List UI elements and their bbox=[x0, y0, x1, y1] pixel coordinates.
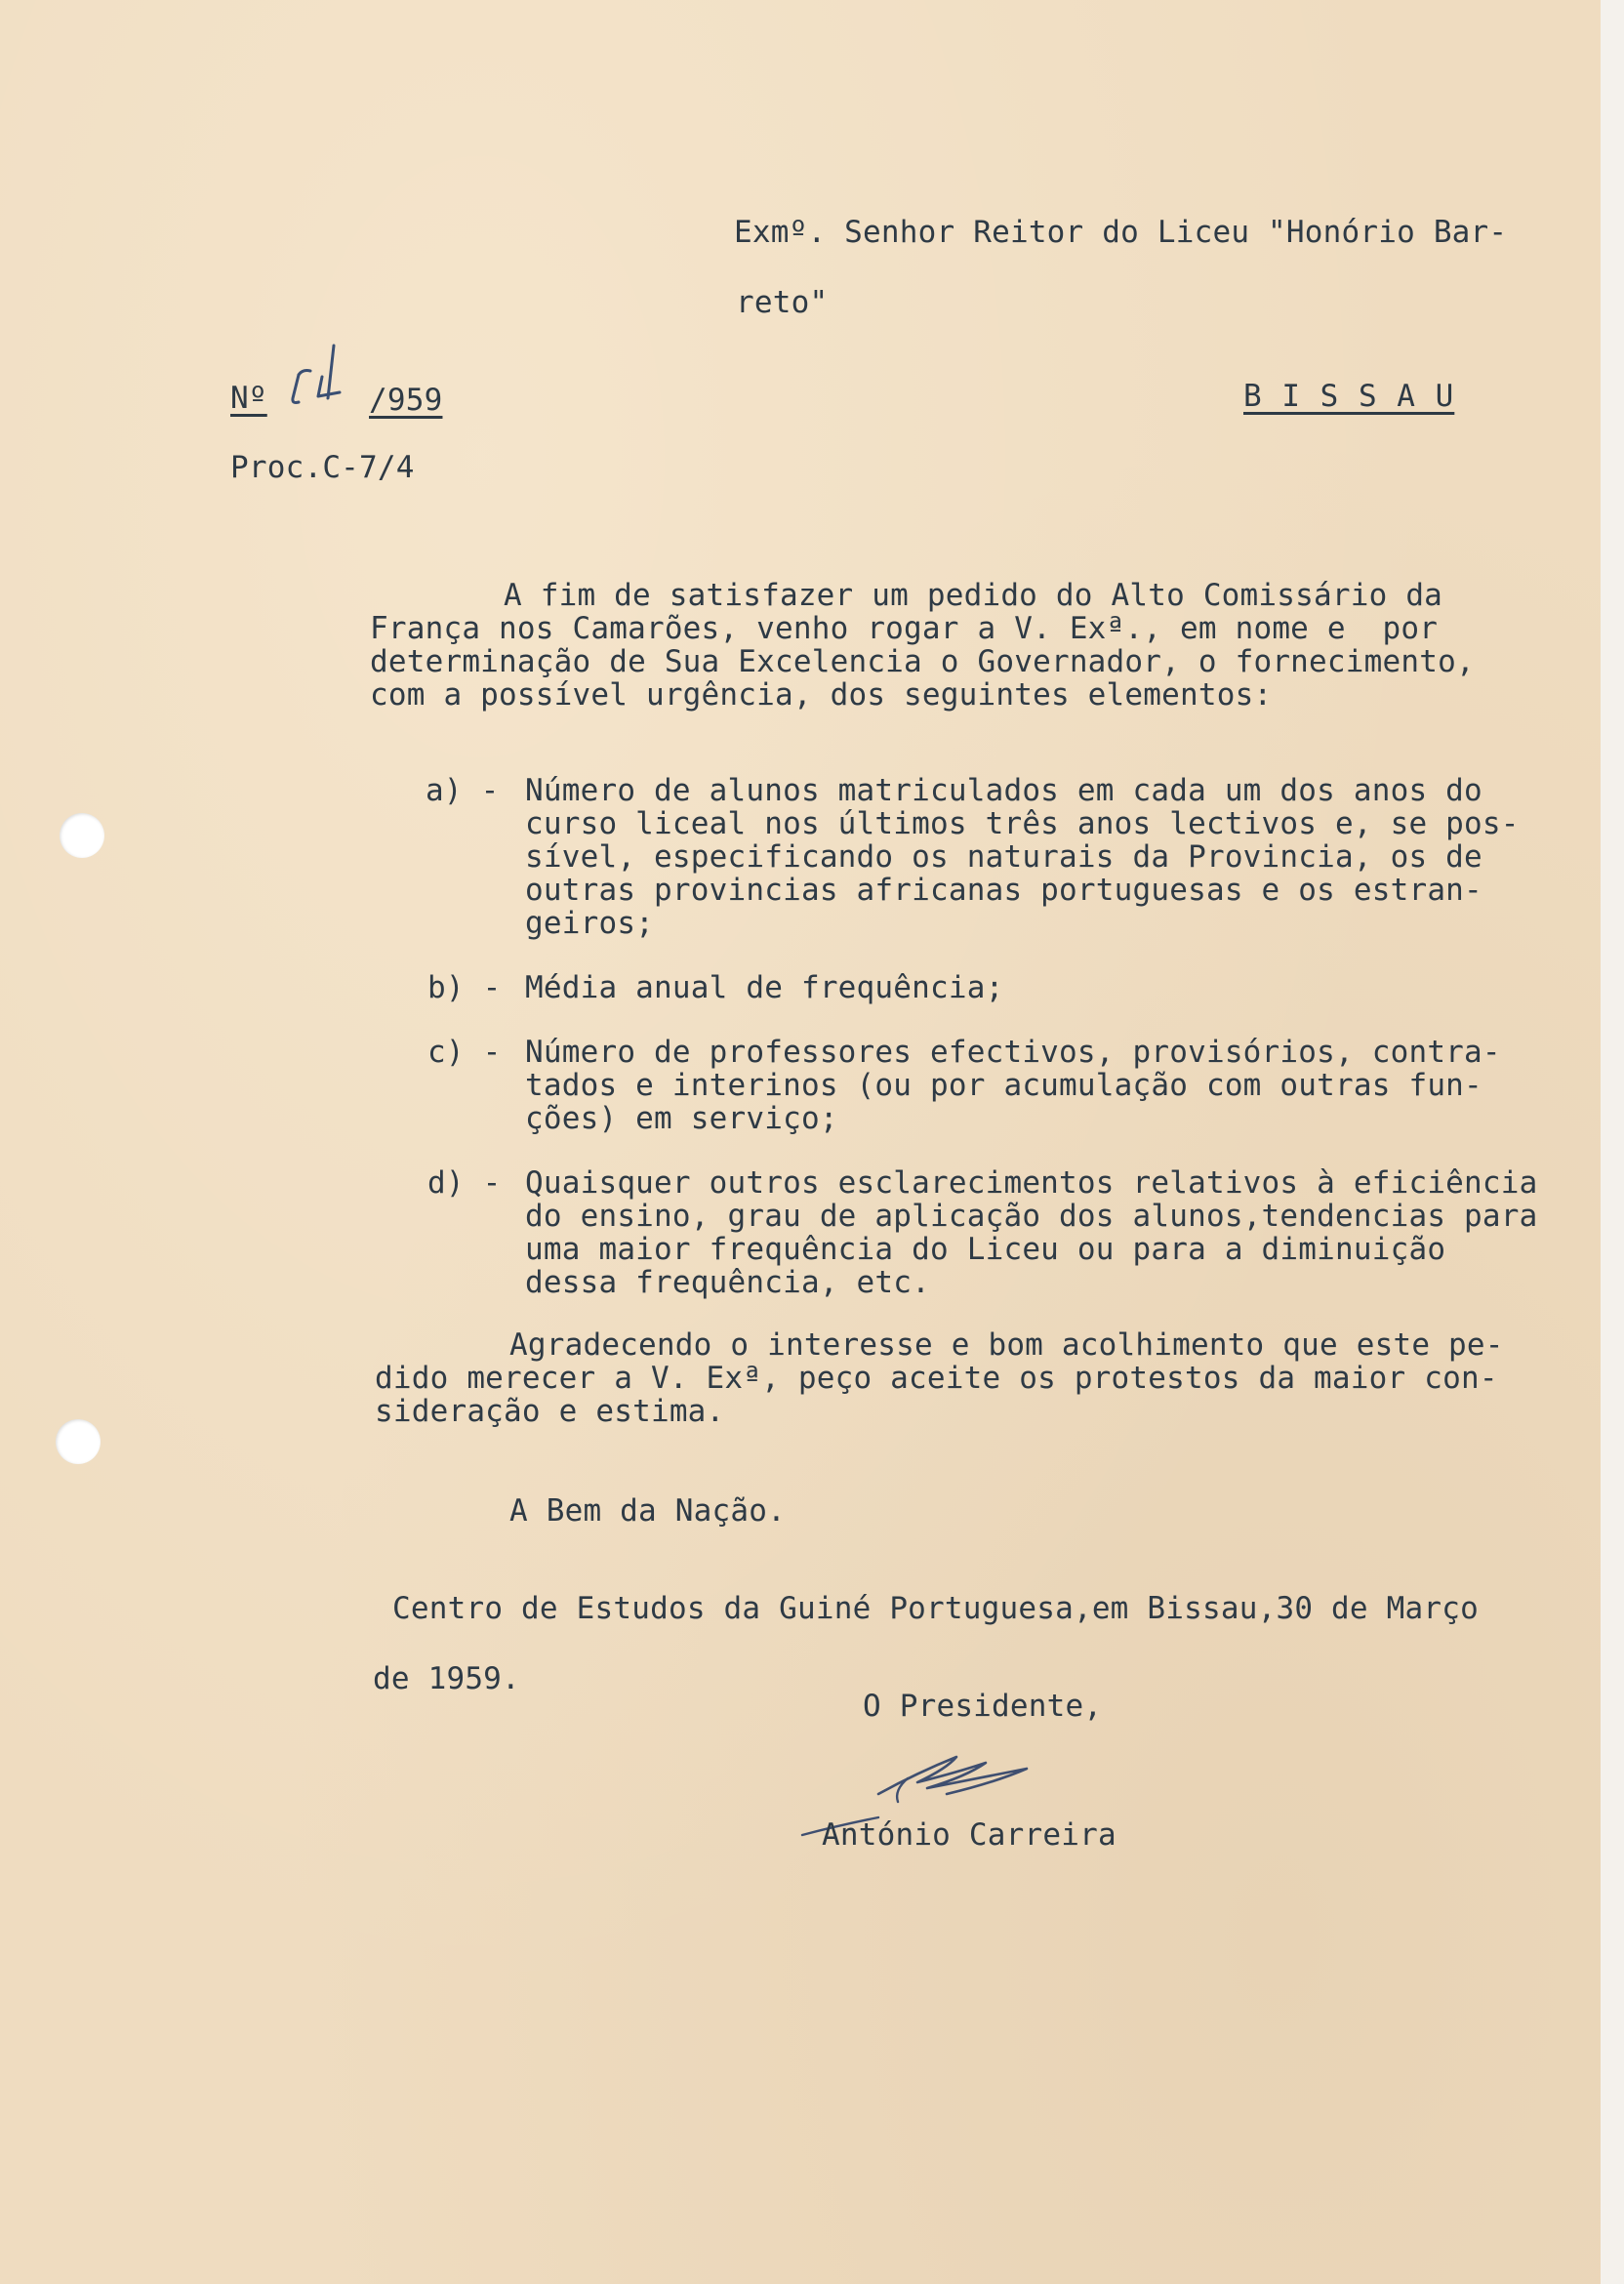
intro-line-3: determinação de Sua Excelencia o Governador, o fornecimento, bbox=[370, 644, 1475, 679]
item-b-marker: b) - bbox=[427, 970, 502, 1005]
handwritten-number-mark bbox=[289, 342, 359, 416]
item-b-line-1: Média anual de frequência; bbox=[525, 970, 1004, 1005]
signatory-title: O Presidente, bbox=[863, 1689, 1103, 1724]
punch-hole bbox=[56, 1419, 101, 1464]
item-c-line-1: Número de professores efectivos, provisórios, contra- bbox=[525, 1035, 1501, 1070]
page-edge bbox=[1601, 0, 1624, 2284]
item-c-line-2: tados e interinos (ou por acumulação com outras fun- bbox=[525, 1068, 1482, 1103]
item-d-line-4: dessa frequência, etc. bbox=[525, 1265, 930, 1300]
intro-line-4: com a possível urgência, dos seguintes elementos: bbox=[370, 677, 1273, 713]
closing-line-1: Agradecendo o interesse e bom acolhimento que este pe- bbox=[509, 1327, 1504, 1363]
item-a-line-2: curso liceal nos últimos três anos lectivos e, se pos- bbox=[525, 806, 1520, 841]
item-a-line-1: Número de alunos matriculados em cada um dos anos do bbox=[525, 773, 1482, 808]
item-a-line-4: outras provincias africanas portuguesas e os estran- bbox=[525, 873, 1482, 908]
item-a-marker: a) - bbox=[426, 773, 500, 808]
reference-number-year: /959 bbox=[369, 383, 443, 418]
item-c-marker: c) - bbox=[427, 1035, 502, 1070]
signatory-name: António Carreira bbox=[822, 1817, 1116, 1853]
closing-line-2: dido merecer a V. Exª, peço aceite os protestos da maior con- bbox=[375, 1361, 1498, 1396]
place-header: B I S S A U bbox=[1243, 379, 1455, 414]
intro-line-2: França nos Camarões, venho rogar a V. Exª., em nome e por bbox=[370, 611, 1439, 646]
addressee-line-1: Exmº. Senhor Reitor do Liceu "Honório Bar- bbox=[734, 215, 1508, 250]
process-reference: Proc.C-7/4 bbox=[230, 450, 415, 485]
addressee-line-2: reto" bbox=[736, 285, 829, 320]
closing-line-3: sideração e estima. bbox=[375, 1394, 725, 1429]
place-date-line-2: de 1959. bbox=[373, 1661, 520, 1696]
salutation: A Bem da Nação. bbox=[509, 1493, 786, 1529]
reference-number-prefix: Nº bbox=[230, 381, 267, 416]
item-c-line-3: ções) em serviço; bbox=[525, 1101, 838, 1136]
punch-hole bbox=[60, 813, 104, 858]
item-a-line-5: geiros; bbox=[525, 906, 655, 941]
item-d-line-2: do ensino, grau de aplicação dos alunos,tendencias para bbox=[525, 1199, 1538, 1234]
item-a-line-3: sível, especificando os naturais da Provincia, os de bbox=[525, 839, 1482, 875]
place-date-line-1: Centro de Estudos da Guiné Portuguesa,em Bissau,30 de Março bbox=[392, 1591, 1479, 1626]
item-d-marker: d) - bbox=[427, 1165, 502, 1201]
item-d-line-1: Quaisquer outros esclarecimentos relativos à eficiência bbox=[525, 1165, 1538, 1201]
item-d-line-3: uma maior frequência do Liceu ou para a diminuição bbox=[525, 1232, 1446, 1267]
intro-line-1: A fim de satisfazer um pedido do Alto Comissário da bbox=[504, 578, 1443, 613]
